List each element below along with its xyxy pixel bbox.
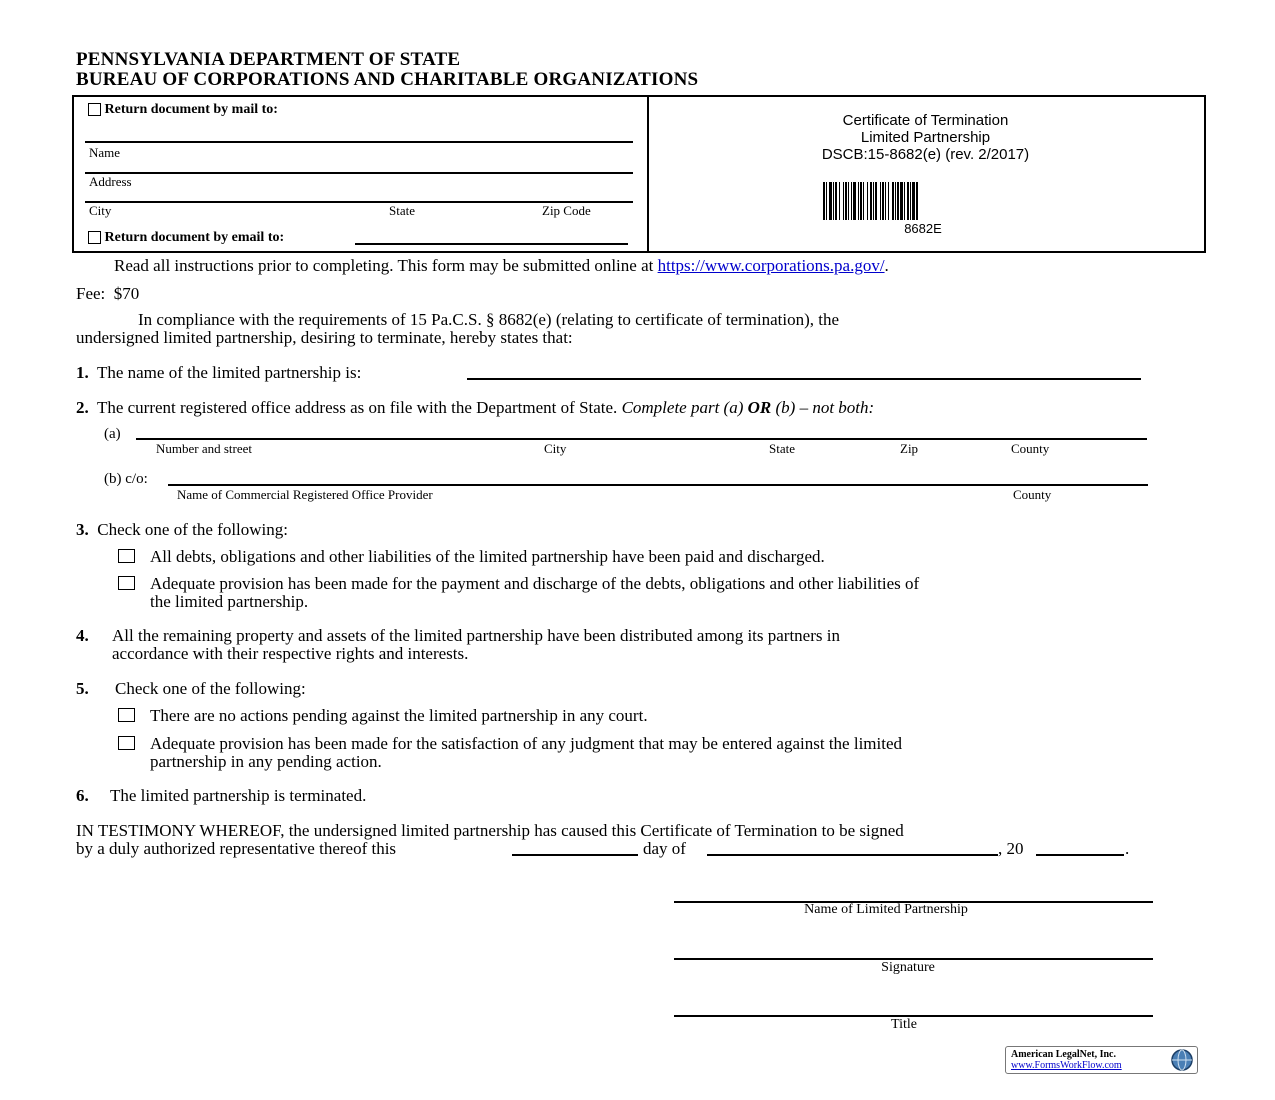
barcode-bar (875, 182, 877, 220)
barcode-bar (843, 182, 844, 220)
testimony-line1: IN TESTIMONY WHEREOF, the undersigned limited partnership has caused this Certificate of Termination to be signed (76, 821, 904, 840)
barcode-bar (833, 182, 834, 220)
item-6-number: 6. (76, 786, 89, 805)
item-4-line2: accordance with their respective rights and interests. (112, 644, 469, 663)
col-county-b: County (1013, 487, 1052, 502)
barcode-bar (839, 182, 840, 220)
city-label: City (89, 203, 112, 218)
barcode-bar (897, 182, 899, 220)
lp-name-signature-label: Name of Limited Partnership (804, 902, 968, 917)
item-3-option-2-checkbox[interactable] (118, 576, 135, 590)
barcode-bar (892, 182, 894, 220)
item-5-option-2-line1: Adequate provision has been made for the satisfaction of any judgment that may be entered against the limited (150, 734, 903, 753)
barcode-bar (895, 182, 896, 220)
barcode-bar (912, 182, 915, 220)
barcode-bar (829, 182, 832, 220)
item-5-option-2-checkbox[interactable] (118, 736, 135, 750)
barcode-bar (873, 182, 874, 220)
col-state: State (769, 441, 795, 456)
barcode (823, 182, 1023, 220)
barcode-bar (826, 182, 827, 220)
instructions (114, 256, 889, 276)
name-label: Name (89, 145, 121, 160)
lp-name-line[interactable] (467, 378, 1141, 380)
item-3 (76, 520, 288, 540)
item-5-option-1-checkbox[interactable] (118, 708, 135, 722)
item-6-text: The limited partnership is terminated. (110, 786, 367, 805)
testimony-line2-b: day of (643, 839, 686, 858)
signature-label: Signature (881, 960, 935, 975)
item-3-text: Check one of the following: (97, 520, 288, 539)
mail-checkbox[interactable] (88, 103, 101, 116)
month-line[interactable] (707, 854, 998, 856)
zip-label: Zip Code (542, 203, 591, 218)
barcode-bar (858, 182, 859, 220)
item-3-option-2-line1: Adequate provision has been made for the payment and discharge of the debts, obligations and other liabilities of (150, 574, 920, 593)
form-title: Certificate of Termination (842, 112, 1009, 129)
form-code: DSCB:15-8682(e) (rev. 2/2017) (821, 146, 1030, 163)
form-id-block (649, 112, 1202, 163)
state-label: State (389, 203, 415, 218)
item-2-text: The current registered office address as on file with the Department of State. (96, 398, 618, 417)
address-line[interactable] (85, 172, 633, 174)
barcode-bar (907, 182, 909, 220)
item-2-part-b: (b) – not both: (775, 398, 875, 417)
item-1 (76, 363, 361, 383)
mail-label: Return document by mail to: (104, 102, 278, 117)
col-cro-provider: Name of Commercial Registered Office Provider (177, 487, 433, 502)
item-3-option-1: All debts, obligations and other liabilities of the limited partnership have been paid and discharged. (150, 547, 825, 566)
barcode-bar (900, 182, 903, 220)
item-3-number: 3. (76, 520, 89, 539)
item-2-number: 2. (76, 398, 89, 417)
return-by-email (88, 230, 284, 246)
instructions-end: . (884, 256, 889, 275)
testimony-line2-a: by a duly authorized representative thereof this (76, 839, 397, 858)
barcode-bar (863, 182, 864, 220)
barcode-bar (845, 182, 847, 220)
part-a-line[interactable] (136, 438, 1147, 440)
name-line[interactable] (85, 141, 633, 143)
col-zip: Zip (900, 441, 919, 456)
email-checkbox[interactable] (88, 231, 101, 244)
item-1-number: 1. (76, 363, 89, 382)
instructions-text: Read all instructions prior to completing. This form may be submitted online at (114, 256, 654, 275)
item-4-number: 4. (76, 626, 89, 645)
item-5-text: Check one of the following: (115, 679, 306, 698)
part-a-label: (a) (104, 426, 121, 442)
item-2-part-a: Complete part (a) (621, 398, 744, 417)
col-number-street: Number and street (156, 441, 253, 456)
footer-company: American LegalNet, Inc. (1011, 1049, 1116, 1060)
item-2 (76, 398, 874, 418)
email-label: Return document by email to: (104, 230, 285, 245)
barcode-bar (851, 182, 852, 220)
globe-icon (1169, 1048, 1195, 1072)
fee-amount: $70 (113, 284, 140, 303)
item-5-option-2-line2: partnership in any pending action. (150, 752, 382, 771)
compliance-line1: In compliance with the requirements of 15 Pa.C.S. § 8682(e) (relating to certificate of termination), the (138, 310, 840, 329)
part-b-line[interactable] (168, 484, 1148, 486)
col-county-a: County (1011, 441, 1050, 456)
barcode-bar (910, 182, 911, 220)
barcode-bar (848, 182, 849, 220)
fee (76, 284, 139, 304)
fee-label: Fee: (76, 284, 106, 303)
form-subtitle: Limited Partnership (860, 129, 991, 146)
dept-title: PENNSYLVANIA DEPARTMENT OF STATE (76, 49, 461, 70)
barcode-bar (885, 182, 886, 220)
barcode-bar (916, 182, 918, 220)
barcode-bar (904, 182, 905, 220)
part-b-label: (b) c/o: (104, 471, 148, 487)
item-4-line1: All the remaining property and assets of the limited partnership have been distributed among its partners in (112, 626, 840, 645)
compliance-line2: undersigned limited partnership, desiring to terminate, hereby states that: (76, 328, 573, 347)
address-label: Address (89, 174, 132, 189)
item-5-option-1: There are no actions pending against the limited partnership in any court. (150, 706, 648, 725)
barcode-bar (888, 182, 889, 220)
barcode-text: 8682E (904, 221, 942, 236)
barcode-bar (823, 182, 825, 220)
footer-url[interactable]: www.FormsWorkFlow.com (1011, 1060, 1122, 1071)
barcode-bar (867, 182, 868, 220)
item-5-number: 5. (76, 679, 89, 698)
item-3-option-1-checkbox[interactable] (118, 549, 135, 563)
day-line[interactable] (512, 854, 638, 856)
barcode-bar (835, 182, 837, 220)
testimony-line2-c: , 20 (998, 839, 1024, 858)
return-by-mail (88, 102, 278, 118)
title-label: Title (891, 1017, 917, 1032)
barcode-bar (882, 182, 884, 220)
year-line[interactable] (1036, 854, 1124, 856)
col-city: City (544, 441, 567, 456)
item-2-or: OR (747, 398, 772, 417)
item-1-text: The name of the limited partnership is: (96, 363, 362, 382)
testimony-line2-d: . (1125, 839, 1130, 858)
footer-logo[interactable] (1005, 1046, 1198, 1074)
barcode-bar (853, 182, 856, 220)
email-line[interactable] (355, 243, 628, 245)
barcode-bar (880, 182, 881, 220)
barcode-bar (860, 182, 862, 220)
corporations-link[interactable]: https://www.corporations.pa.gov/ (657, 256, 885, 275)
barcode-bar (870, 182, 872, 220)
bureau-title: BUREAU OF CORPORATIONS AND CHARITABLE ORGANIZATIONS (76, 69, 699, 90)
item-3-option-2-line2: the limited partnership. (150, 592, 309, 611)
